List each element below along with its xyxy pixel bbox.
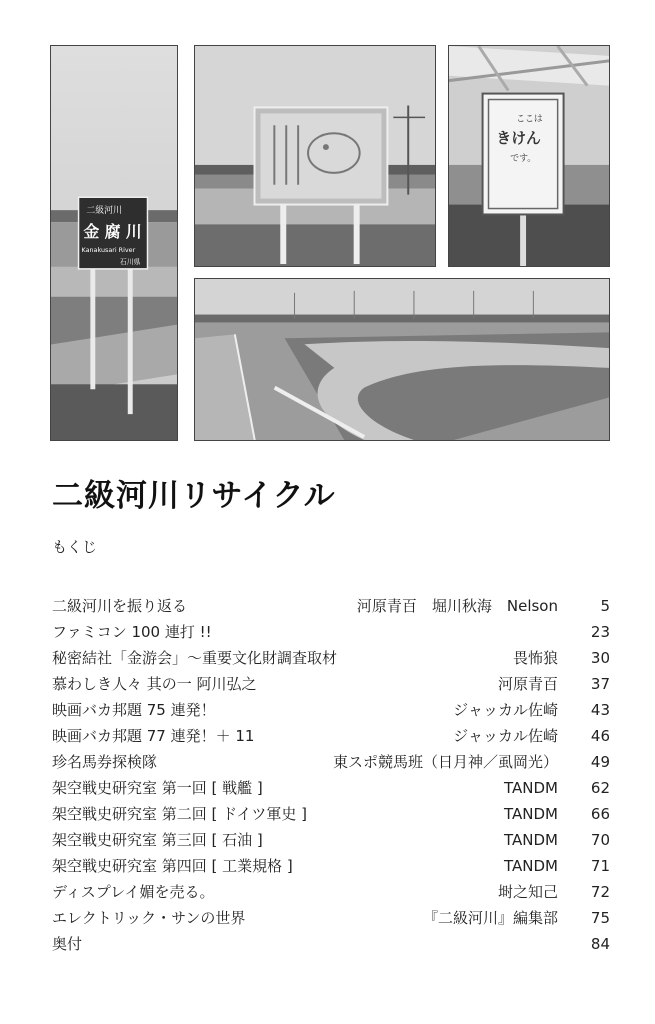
sign-line-2: 金 腐 川: [83, 221, 142, 242]
table-of-contents: [52, 593, 610, 957]
toc-entry-author: TANDM: [504, 831, 558, 849]
toc-entry-title: 奥付: [52, 935, 83, 953]
sign-line-3: Kanakusari River: [81, 245, 136, 254]
toc-entry-page: 70: [590, 831, 610, 849]
toc-entry-title: 秘密結社「金游会」〜重要文化財調査取材: [52, 649, 338, 667]
toc-entry: [52, 827, 610, 853]
toc-entry-page: 5: [600, 597, 610, 615]
toc-entry-author: 埘之知己: [497, 883, 558, 901]
toc-entry-author: ジャッカル佐崎: [453, 701, 558, 719]
toc-entry-title: 映画バカ邦題 77 連発！＋ 11: [52, 727, 255, 745]
toc-entry-author: 河原青百 堀川秋海 Nelson: [356, 597, 558, 615]
toc-entry: [52, 697, 610, 723]
caution-text-3: です。: [510, 153, 537, 164]
toc-entry-title: エレクトリック・サンの世界: [52, 909, 246, 927]
toc-entry-title: 架空戦史研究室 第三回 [ 石油 ]: [52, 831, 263, 849]
toc-entry-title: 二級河川を振り返る: [52, 597, 188, 615]
toc-entry: [52, 749, 610, 775]
toc-entry-page: 72: [590, 883, 610, 901]
toc-entry-title: 珍名馬券探検隊: [52, 753, 158, 771]
toc-entry: [52, 593, 610, 619]
toc-entry: [52, 801, 610, 827]
caution-text-1: ここは: [516, 114, 543, 125]
toc-entry: [52, 775, 610, 801]
toc-entry: [52, 879, 610, 905]
toc-heading: もくじ: [52, 538, 98, 556]
page-title: 二級河川リサイクル: [52, 478, 336, 514]
toc-entry-title: 架空戦史研究室 第四回 [ 工業規格 ]: [52, 857, 293, 875]
toc-entry-author: ジャッカル佐崎: [453, 727, 558, 745]
toc-entry-title: 架空戦史研究室 第二回 [ ドイツ軍史 ]: [52, 805, 308, 823]
toc-entry: [52, 671, 610, 697]
toc-entry-author: 『二級河川』編集部: [422, 909, 558, 927]
toc-entry-page: 37: [590, 675, 610, 693]
toc-entry: [52, 931, 610, 957]
toc-entry-page: 23: [590, 623, 610, 641]
toc-entry-title: 映画バカ邦題 75 連発！: [52, 701, 216, 719]
toc-entry: [52, 905, 610, 931]
toc-entry-page: 46: [590, 727, 610, 745]
toc-entry-page: 66: [590, 805, 610, 823]
photo-caution-sign: [448, 45, 610, 267]
caution-text-2: きけん: [496, 130, 541, 148]
photo-river-name-sign: [50, 45, 178, 441]
toc-entry-author: TANDM: [504, 805, 558, 823]
toc-entry-author: 河原青百: [497, 675, 558, 693]
toc-entry: [52, 853, 610, 879]
toc-entry-page: 71: [590, 857, 610, 875]
toc-entry-title: ディスプレイ媚を売る。: [52, 883, 215, 901]
toc-entry-page: 43: [590, 701, 610, 719]
toc-entry-page: 30: [590, 649, 610, 667]
toc-entry-author: TANDM: [504, 857, 558, 875]
toc-entry: [52, 619, 610, 645]
photo-river-landscape: [194, 278, 610, 441]
toc-entry-page: 84: [590, 935, 610, 953]
toc-entry-title: ファミコン 100 連打 !!: [52, 623, 212, 641]
toc-entry-page: 62: [590, 779, 610, 797]
toc-entry-page: 49: [590, 753, 610, 771]
toc-entry-author: 畏怖狼: [512, 649, 558, 667]
toc-entry: [52, 645, 610, 671]
sign-line-1: 二級河川: [86, 206, 122, 217]
toc-entry: [52, 723, 610, 749]
toc-entry-title: 架空戦史研究室 第一回 [ 戦艦 ]: [52, 779, 263, 797]
toc-entry-author: TANDM: [504, 779, 558, 797]
toc-entry-author: 東スポ競馬班（日月神／虱岡光）: [332, 753, 558, 771]
toc-entry-title: 慕わしき人々 其の一 阿川弘之: [52, 675, 257, 693]
photo-fish-board: [194, 45, 436, 267]
sign-line-4: 石川県: [119, 257, 141, 266]
toc-entry-page: 75: [590, 909, 610, 927]
